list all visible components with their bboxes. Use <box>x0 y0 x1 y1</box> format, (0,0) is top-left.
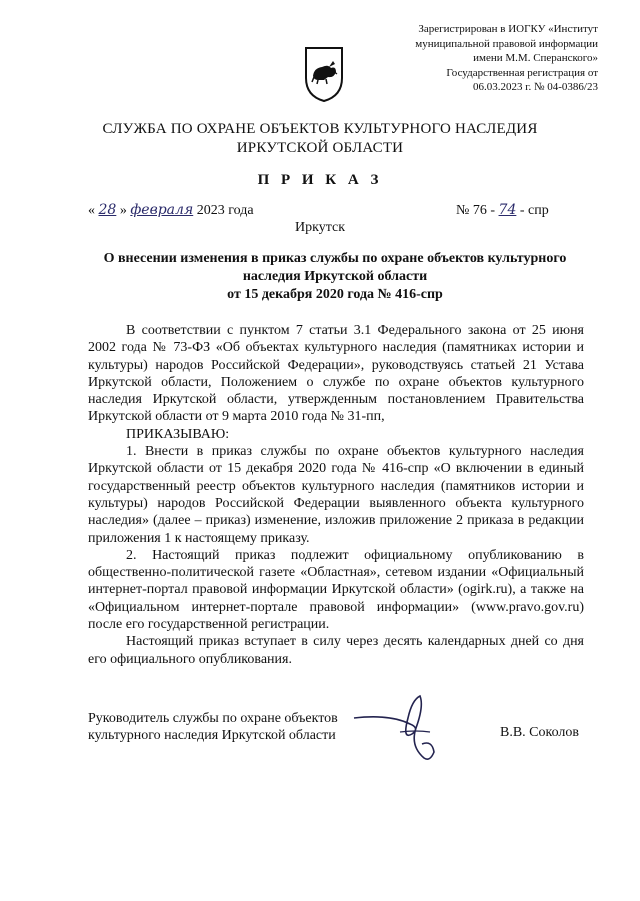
document-type: П Р И К А З <box>257 172 383 188</box>
date-day: 28 <box>98 202 117 218</box>
handwritten-signature <box>350 688 446 766</box>
number-prefix: № 76 - <box>456 203 499 218</box>
item-1-paragraph: 1. Внести в приказ службы по охране объектов культурного наследия Иркутской области от 15 декабря 2020 года № 416-спр «О включении в единый государственный реестр объектов культурного наследия (памятников истории и культуры) народов Российской Федерации выявленного объекта культурного наследия» (далее – приказ) изменение, изложив приложение 2 приказа в редакции приложения 1 к настоящему приказу. <box>88 444 584 546</box>
position-line: культурного наследия Иркутской области <box>88 728 336 744</box>
registration-line: Государственная регистрация от <box>446 66 598 79</box>
effect-paragraph: Настоящий приказ вступает в силу через десять календарных дней со дня его официального опубликования. <box>88 634 584 667</box>
organization-name <box>0 120 640 158</box>
number-suffix: - спр <box>516 203 549 218</box>
registration-stamp <box>380 22 598 95</box>
date-quote-close: » <box>116 203 131 218</box>
subject-line: О внесении изменения в приказ службы по охране объектов культурного <box>103 251 567 266</box>
city: Иркутск <box>294 220 346 235</box>
preamble-paragraph: В соответствии с пунктом 7 статьи 3.1 Федерального закона от 25 июня 2002 года № 73-ФЗ «Об объектах культурного наследия (памятниках истории и культуры) народов Российской Федерации», руководствуясь статьей 21 Устава Иркутской области, Положением о службе по охране объектов культурного наследия Иркутской области, утвержденным постановлением Правительства Иркутской области от 9 марта 2010 года № 31-пп, <box>88 323 584 425</box>
date-quote-open: « <box>88 203 99 218</box>
signatory-position <box>88 710 338 745</box>
date-month: февраля <box>130 202 194 218</box>
registration-line: имени М.М. Сперанского» <box>473 52 598 64</box>
organization-line: СЛУЖБА ПО ОХРАНЕ ОБЪЕКТОВ КУЛЬТУРНОГО НАСЛЕДИЯ <box>102 121 538 137</box>
item-2-paragraph: 2. Настоящий приказ подлежит официальному опубликованию в общественно-политической газете «Областная», сетевом издании «Официальный интернет-портал правовой информации Иркутской области» (ogirk.ru), а также на «Официальном интернет-портале правовой информации» (www.pravo.gov.ru) после его государственной регистрации. <box>88 547 584 633</box>
number-value: 74 <box>498 202 517 218</box>
document-body <box>88 322 584 668</box>
irkutsk-coat-of-arms-icon <box>302 44 346 104</box>
order-word: ПРИКАЗЫВАЮ: <box>126 426 230 442</box>
organization-line: ИРКУТСКОЙ ОБЛАСТИ <box>236 140 404 156</box>
registration-line: Зарегистрирован в ИОГКУ «Институт <box>418 23 598 35</box>
position-line: Руководитель службы по охране объектов <box>88 711 338 726</box>
subject-line: от 15 декабря 2020 года № 416-спр <box>227 287 443 302</box>
registration-line: муниципальной правовой информации <box>415 37 598 50</box>
date-year: 2023 года <box>193 203 254 218</box>
registration-line: 06.03.2023 г. № 04-0386/23 <box>473 81 598 93</box>
signatory-name: В.В. Соколов <box>500 725 580 740</box>
document-number <box>456 202 549 219</box>
document-date <box>88 202 254 219</box>
subject-line: наследия Иркутской области <box>242 269 428 284</box>
document-subject <box>80 250 590 304</box>
